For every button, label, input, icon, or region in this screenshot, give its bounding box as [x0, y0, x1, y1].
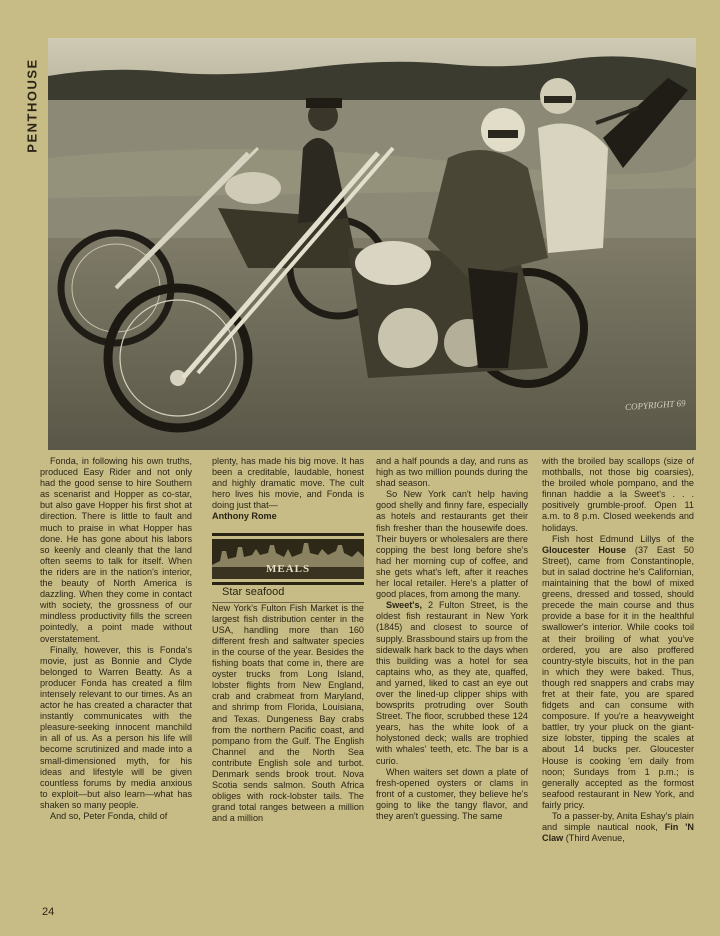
paragraph-text: Fish host Edmund Lillys of the	[552, 533, 694, 544]
paragraph	[542, 811, 694, 844]
section-subhead: Star seafood	[212, 585, 364, 603]
paragraph: And so, Peter Fonda, child of	[50, 811, 168, 821]
meals-title: MEALS	[265, 563, 311, 576]
motorcycle-photo	[48, 38, 696, 450]
column-1	[40, 456, 192, 822]
photo-credit: COPYRIGHT 69	[625, 397, 687, 413]
paragraph: When waiters set down a plate of fresh-opened oysters or clams in front of a customer, they believe he's going to like the tangy flavor, and they aren't guessing. The same	[376, 766, 528, 821]
section-label	[22, 40, 42, 180]
photo-illustration	[48, 38, 696, 450]
article-columns	[40, 456, 702, 916]
byline: Anthony Rome	[212, 511, 277, 522]
paragraph: with the broiled bay scallops (size of mothballs, not those big coarsies), the broiled whole pompano, and the finnan haddie a la Sweet's . . . positively grumble-proof. Open 11 a.m. to 8 p.m. Closed weekends and holidays.	[542, 456, 694, 533]
paragraph-text: (Third Avenue,	[565, 833, 625, 844]
restaurant-name: Fin 'N Claw	[542, 822, 694, 844]
paragraph: and a half pounds a day, and runs as high as two million pounds during the shad season.	[376, 456, 528, 489]
column-4	[542, 456, 694, 844]
paragraph-text: To a passer-by, Anita Eshay's plain and simple nautical nook,	[542, 811, 694, 833]
paragraph-text: 2 Fulton Street, is the oldest fish restaurant in New York (1845) and closest to source of supply. Brassbound stairs up from the sidewalk hark back to the days when this building was a hotel for sea captains who, as they ate, quaffed, and yarned, liked to cast an eye out over the lined-up clipper ships with bowsprits protruding over South Street. The floor, scrubbed these 124 years, has the white look of a holystoned deck; walls are trophied with whales' teeth, etc. The bar is a curio.	[376, 600, 529, 766]
paragraph: New York's Fulton Fish Market is the largest fish distribution center in the USA, handling more than 160 different fresh and saltwater species in the course of the year. Besides the fishing boats that come in, there are oyster trucks from Long Island, lobster flights from New England, crab and crabmeat from Maryland, and shrimp from Florida, Louisiana, and Texas. Dungeness Bay crabs from the northern Pacific coast, and pompano from the Gulf. The English Channel and the North Sea contribute English sole and turbot. Denmark sends brook trout. Nova Scotia sends salmon. South Africa obliges with rock-lobster tails. The grand total ranges between a million and a million	[212, 602, 364, 824]
divider	[212, 582, 364, 585]
restaurant-name: Gloucester House	[542, 544, 627, 555]
section-label-text: PENTHOUSE	[24, 58, 40, 153]
paragraph: Fonda, in following his own truths, produced Easy Rider and not only had the good sense to hire Southern as scenarist and Hopper as co-star, but also gave Hopper his first shot at direction. There is little to fault and much to praise in what Hopper has done. He has gone about his labors so keenly and cleanly that the land often seems to talk for itself. When the riders are in the nation's interior, the beauty of North America is dazzling. When they come in contact with society, the grossness of our mindless productivity fills the screen pointedly, a point made without overstatement.	[40, 456, 192, 644]
restaurant-name: Sweet's,	[386, 600, 423, 611]
paragraph: Finally, however, this is Fonda's movie, just as Bonnie and Clyde belonged to Warren Beatty. As a producer Fonda has created a film intensely relevant to our times. As an actor he has created a character that instantly communicates with the pleasure-seeking innocent manchild in all of us. As a person his life will become scrutinized and made into a small-dimensioned myth, for his ideas and lifestyle will be given countless forums by media anxious to exploit—but also learn—what has shaken so many people.	[40, 644, 192, 810]
meals-banner	[212, 533, 364, 585]
page-number: 24	[42, 906, 55, 918]
paragraph: plenty, has made his big move. It has been a creditable, laudable, honest and highly dramatic move. The cult hero lives his movie, and Fonda is doing just that—	[212, 456, 364, 511]
paragraph	[542, 534, 694, 811]
paragraph: So New York can't help having good shelly and finny fare, especially as hotels and restaurants get their fish fresher than the housewife does. Their buyers or wholesalers are there copping the best long before she's had her morning cup of coffee, and she gets what's left, after it reaches her local retailer. Here's a platter of good places, from among the many.	[376, 489, 528, 600]
paragraph-text: (37 East 50 Street), came from Constantinople, but in salad doctrine he's Californian, maintaining that the bowl of mixed greens, dressed and tossed, should precede the main course and thus provide a base for it in the healthful swallower's interior. While cooks toil at their broiling of what you've ordered, you are also proffered country-style biscuits, hot in the pan in which they were baked. Thus, though red snappers and crabs may fret at their fate, you are spared fidgets and can consume with composure. If you're a heavyweight battler, try your pluck on the giant-size lobster, tipping the scales at about 14 bucks per. Gloucester House is cooking 'em daily from noon; Sundays from 1 p.m.; is generally accepted as the formost seafood restaurant in New York, and fairly pricy.	[542, 544, 694, 810]
column-2	[212, 456, 364, 824]
column-3	[376, 456, 528, 822]
divider	[212, 533, 364, 536]
meals-graphic	[212, 539, 364, 579]
paragraph	[376, 600, 528, 766]
